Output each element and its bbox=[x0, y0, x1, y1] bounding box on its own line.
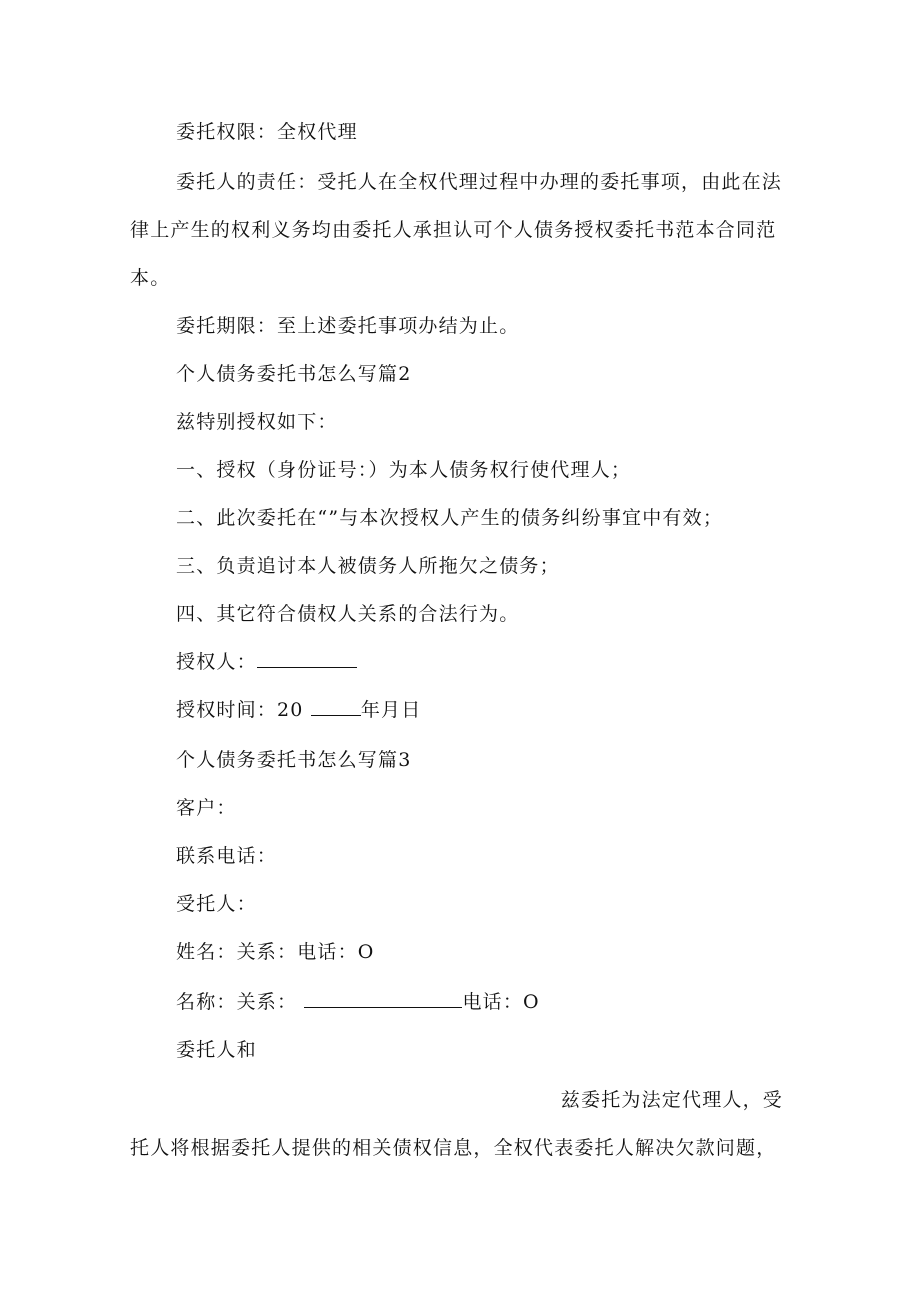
authorization-item-4: 四、其它符合债权人关系的合法行为。 bbox=[176, 603, 520, 625]
legal-agent-line-2: 托人将根据委托人提供的相关债权信息，全权代表委托人解决欠款问题， bbox=[130, 1137, 777, 1159]
authorizer-field bbox=[176, 648, 357, 676]
authorization-item-3: 三、负责追讨本人被债务人所拖欠之债务； bbox=[176, 555, 560, 577]
special-authorization-intro: 兹特别授权如下： bbox=[176, 411, 338, 433]
title-relation-blank bbox=[304, 989, 462, 1008]
name-relation-phone: 姓名：关系：电话：O bbox=[176, 941, 375, 963]
title-relation-prefix: 名称：关系： bbox=[176, 991, 298, 1013]
authorization-year-blank bbox=[311, 697, 361, 716]
principal-responsibility-line-1: 委托人的责任：受托人在全权代理过程中办理的委托事项，由此在法 bbox=[176, 171, 783, 193]
principal-and: 委托人和 bbox=[176, 1039, 257, 1061]
title-relation-suffix: 电话：O bbox=[462, 991, 540, 1013]
client-label: 客户： bbox=[176, 797, 237, 819]
principal-responsibility-line-3: 本。 bbox=[130, 267, 171, 289]
authorization-date-field bbox=[176, 696, 421, 724]
authority-scope: 委托权限：全权代理 bbox=[176, 121, 358, 143]
contact-phone-label: 联系电话： bbox=[176, 845, 278, 867]
authorizer-label: 授权人： bbox=[176, 651, 257, 673]
trustee-label: 受托人： bbox=[176, 893, 257, 915]
authorizer-blank bbox=[257, 649, 357, 668]
authorization-date-prefix: 授权时间：20 bbox=[176, 699, 304, 721]
legal-agent-line-1: 兹委托为法定代理人，受 bbox=[560, 1089, 783, 1111]
authorization-date-suffix: 年月日 bbox=[360, 699, 422, 721]
section-heading-3: 个人债务委托书怎么写篇3 bbox=[176, 749, 412, 771]
section-heading-2: 个人债务委托书怎么写篇2 bbox=[176, 363, 412, 385]
title-relation-phone bbox=[176, 988, 540, 1016]
principal-responsibility-line-2: 律上产生的权利义务均由委托人承担认可个人债务授权委托书范本合同范 bbox=[130, 219, 777, 241]
authorization-item-1: 一、授权（身份证号：）为本人债务权行使代理人； bbox=[176, 459, 632, 481]
authorization-item-2: 二、此次委托在“”与本次授权人产生的债务纠纷事宜中有效； bbox=[176, 507, 724, 529]
entrustment-period: 委托期限：至上述委托事项办结为止。 bbox=[176, 315, 520, 337]
